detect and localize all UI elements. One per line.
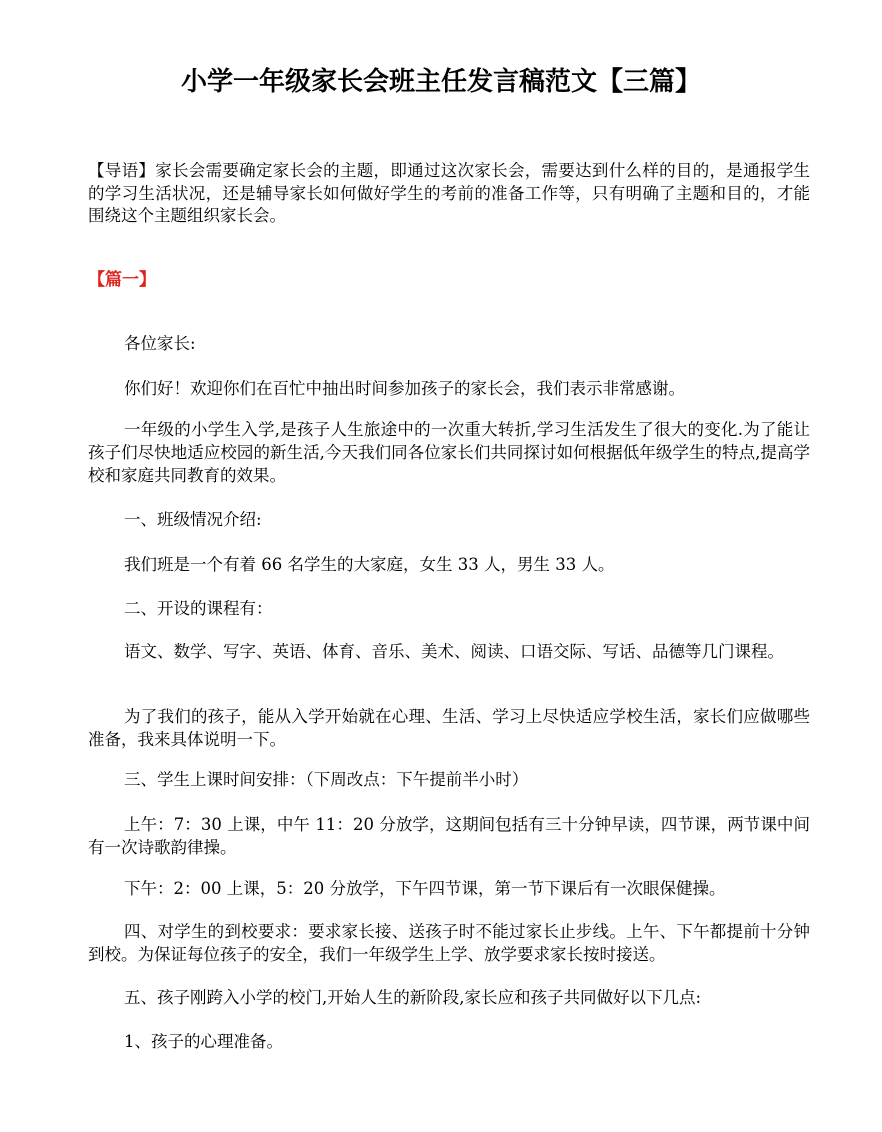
body-paragraph: 我们班是一个有着 66 名学生的大家庭，女生 33 人，男生 33 人。 bbox=[124, 555, 615, 574]
section-item-heading: 五、孩子刚跨入小学的校门,开始人生的新阶段,家长应和孩子共同做好以下几点: bbox=[124, 988, 702, 1007]
section-item-heading: 三、学生上课时间安排：（下周改点：下午提前半小时） bbox=[124, 770, 529, 789]
salutation-paragraph: 各位家长: bbox=[124, 334, 196, 353]
body-paragraph: 一年级的小学生入学,是孩子人生旅途中的一次重大转折,学习生活发生了很大的变化.为了能让孩子们尽快地适应校园的新生活,今天我们同各位家长们共同探讨如何根据低年级学生的特点,提高学校和家庭共同教育的效果。 bbox=[88, 420, 810, 485]
body-paragraph: 为了我们的孩子，能从入学开始就在心理、生活、学习上尽快适应学校生活，家长们应做哪些准备，我来具体说明一下。 bbox=[88, 707, 810, 749]
body-paragraph: 上午：7：30 上课，中午 11：20 分放学，这期间包括有三十分钟早读，四节课，两节课中间有一次诗歌韵律操。 bbox=[88, 815, 810, 857]
list-item: 1、孩子的心理准备。 bbox=[124, 1032, 283, 1051]
section-item-heading: 一、班级情况介绍: bbox=[124, 510, 262, 529]
section-heading: 【篇一】 bbox=[88, 270, 156, 290]
body-paragraph: 下午：2：00 上课，5：20 分放学，下午四节课，第一节下课后有一次眼保健操。 bbox=[124, 879, 726, 898]
section-item-heading: 四、对学生的到校要求：要求家长接、送孩子时不能过家长止步线。上午、下午都提前十分钟到校。为保证每位孩子的安全，我们一年级学生上学、放学要求家长按时接送。 bbox=[88, 922, 810, 964]
document-title: 小学一年级家长会班主任发言稿范文【三篇】 bbox=[180, 67, 701, 97]
greeting-paragraph: 你们好！欢迎你们在百忙中抽出时间参加孩子的家长会，我们表示非常感谢。 bbox=[124, 379, 685, 398]
section-item-heading: 二、开设的课程有： bbox=[124, 599, 273, 618]
body-paragraph: 语文、数学、写字、英语、体育、音乐、美术、阅读、口语交际、写话、品德等几门课程。 bbox=[124, 642, 784, 661]
intro-paragraph: 【导语】家长会需要确定家长会的主题，即通过这次家长会，需要达到什么样的目的，是通报学生的学习生活状况，还是辅导家长如何做好学生的考前的准备工作等，只有明确了主题和目的，才能围绕这个主题组织家长会。 bbox=[88, 161, 810, 225]
